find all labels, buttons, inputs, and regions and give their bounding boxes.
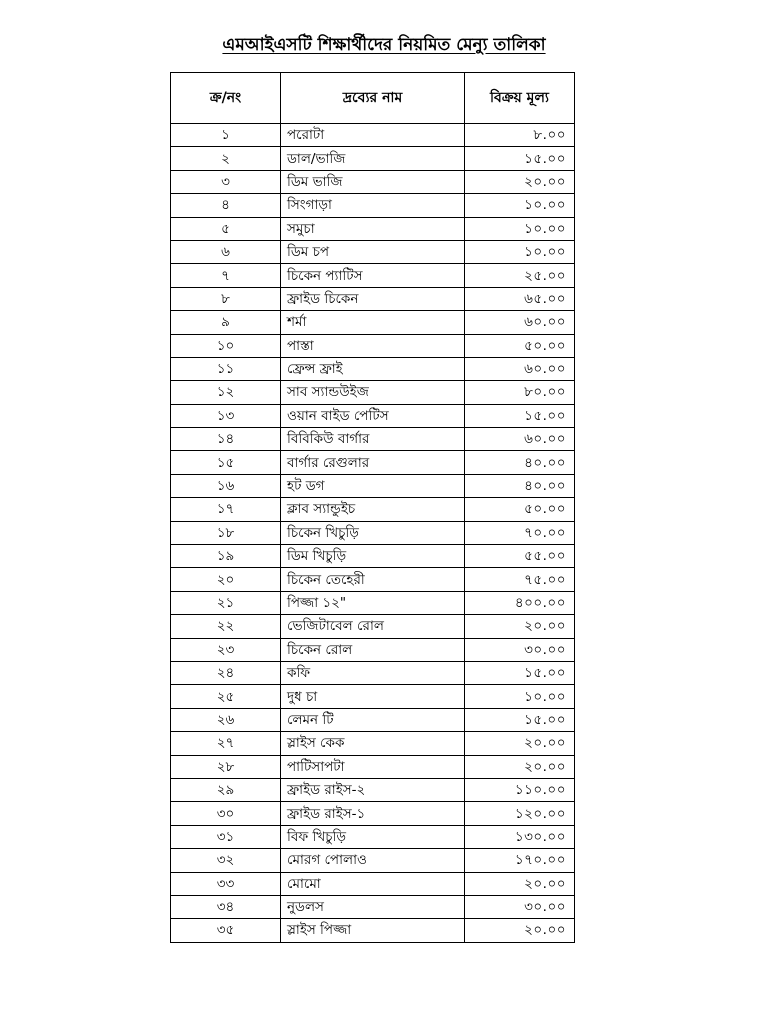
price-cell: ১০.০০ bbox=[465, 240, 575, 263]
item-name-cell: দুধ চা bbox=[281, 685, 465, 708]
item-name-cell: চিকেন তেহেরী bbox=[281, 568, 465, 591]
table-row bbox=[171, 311, 575, 334]
serial-cell: ২৪ bbox=[171, 661, 281, 684]
table-row bbox=[171, 217, 575, 240]
serial-cell: ২৭ bbox=[171, 732, 281, 755]
item-name-cell: ভেজিটাবেল রোল bbox=[281, 615, 465, 638]
item-name-cell: ফ্রেন্স ফ্রাই bbox=[281, 357, 465, 380]
table-row bbox=[171, 755, 575, 778]
table-row bbox=[171, 849, 575, 872]
price-cell: ৩০.০০ bbox=[465, 895, 575, 918]
table-row bbox=[171, 615, 575, 638]
table-row bbox=[171, 357, 575, 380]
table-row bbox=[171, 194, 575, 217]
price-cell: ১৭০.০০ bbox=[465, 849, 575, 872]
price-cell: ২৫.০০ bbox=[465, 264, 575, 287]
serial-cell: ৭ bbox=[171, 264, 281, 287]
serial-cell: ১৭ bbox=[171, 498, 281, 521]
price-cell: ২০.০০ bbox=[465, 170, 575, 193]
serial-cell: ৩৪ bbox=[171, 895, 281, 918]
table-row bbox=[171, 638, 575, 661]
serial-cell: ২৮ bbox=[171, 755, 281, 778]
serial-cell: ১২ bbox=[171, 381, 281, 404]
price-cell: ৫৫.০০ bbox=[465, 545, 575, 568]
item-name-cell: নুডলস bbox=[281, 895, 465, 918]
table-row bbox=[171, 568, 575, 591]
table-row bbox=[171, 591, 575, 614]
table-row bbox=[171, 708, 575, 731]
menu-table bbox=[170, 72, 575, 943]
item-name-cell: পাস্তা bbox=[281, 334, 465, 357]
item-name-cell: সাব স্যান্ডউইজ bbox=[281, 381, 465, 404]
item-name-cell: চিকেন প্যাটিস bbox=[281, 264, 465, 287]
item-name-cell: সিংগাড়া bbox=[281, 194, 465, 217]
table-row bbox=[171, 802, 575, 825]
item-name-cell: ডাল/ভাজি bbox=[281, 147, 465, 170]
item-name-cell: ফ্রাইড রাইস-২ bbox=[281, 778, 465, 801]
price-cell: ১০.০০ bbox=[465, 194, 575, 217]
item-name-cell: ওয়ান বাইড পেটিস bbox=[281, 404, 465, 427]
table-row bbox=[171, 451, 575, 474]
serial-cell: ২ bbox=[171, 147, 281, 170]
price-cell: ১০.০০ bbox=[465, 685, 575, 708]
table-row bbox=[171, 685, 575, 708]
page-title: এমআইএসটি শিক্ষার্থীদের নিয়মিত মেন্যু তালিকা bbox=[222, 35, 546, 55]
serial-cell: ৬ bbox=[171, 240, 281, 263]
price-cell: ৪০০.০০ bbox=[465, 591, 575, 614]
serial-cell: ১৩ bbox=[171, 404, 281, 427]
price-cell: ৬০.০০ bbox=[465, 357, 575, 380]
serial-cell: ২৫ bbox=[171, 685, 281, 708]
table-row bbox=[171, 825, 575, 848]
price-cell: ২০.০০ bbox=[465, 755, 575, 778]
table-row bbox=[171, 521, 575, 544]
serial-cell: ১৬ bbox=[171, 474, 281, 497]
price-cell: ৭৫.০০ bbox=[465, 568, 575, 591]
item-name-cell: চিকেন রোল bbox=[281, 638, 465, 661]
table-body bbox=[171, 124, 575, 943]
serial-cell: ১৯ bbox=[171, 545, 281, 568]
serial-cell: ৮ bbox=[171, 287, 281, 310]
item-name-cell: মোমো bbox=[281, 872, 465, 895]
price-cell: ১৫.০০ bbox=[465, 661, 575, 684]
table-row bbox=[171, 919, 575, 942]
table-row bbox=[171, 381, 575, 404]
serial-cell: ৩১ bbox=[171, 825, 281, 848]
price-cell: ২০.০০ bbox=[465, 872, 575, 895]
table-row bbox=[171, 287, 575, 310]
price-cell: ১৫.০০ bbox=[465, 404, 575, 427]
item-name-cell: ক্লাব স্যান্ডুইচ bbox=[281, 498, 465, 521]
price-cell: ৬০.০০ bbox=[465, 428, 575, 451]
serial-cell: ২৯ bbox=[171, 778, 281, 801]
price-cell: ১১০.০০ bbox=[465, 778, 575, 801]
price-cell: ৪০.০০ bbox=[465, 451, 575, 474]
serial-cell: ৯ bbox=[171, 311, 281, 334]
table-header-row bbox=[171, 73, 575, 124]
table-row bbox=[171, 404, 575, 427]
table-row bbox=[171, 170, 575, 193]
price-cell: ১০.০০ bbox=[465, 217, 575, 240]
table-row bbox=[171, 334, 575, 357]
price-cell: ২০.০০ bbox=[465, 615, 575, 638]
serial-cell: ৩৫ bbox=[171, 919, 281, 942]
price-cell: ৭০.০০ bbox=[465, 521, 575, 544]
item-name-cell: হট ডগ bbox=[281, 474, 465, 497]
price-cell: ১৩০.০০ bbox=[465, 825, 575, 848]
table-row bbox=[171, 661, 575, 684]
item-name-cell: বিবিকিউ বার্গার bbox=[281, 428, 465, 451]
table-row bbox=[171, 895, 575, 918]
table-row bbox=[171, 732, 575, 755]
price-cell: ৮০.০০ bbox=[465, 381, 575, 404]
item-name-cell: মোরগ পোলাও bbox=[281, 849, 465, 872]
serial-cell: ১ bbox=[171, 124, 281, 147]
item-name-cell: ডিম ভাজি bbox=[281, 170, 465, 193]
item-name-cell: পরোটা bbox=[281, 124, 465, 147]
serial-cell: ২১ bbox=[171, 591, 281, 614]
price-cell: ৮.০০ bbox=[465, 124, 575, 147]
price-cell: ৫০.০০ bbox=[465, 498, 575, 521]
price-cell: ৬০.০০ bbox=[465, 311, 575, 334]
serial-cell: ৩০ bbox=[171, 802, 281, 825]
table-row bbox=[171, 147, 575, 170]
header-serial: ক্র/নং bbox=[171, 73, 281, 124]
serial-cell: ২৬ bbox=[171, 708, 281, 731]
item-name-cell: পিজ্জা ১২" bbox=[281, 591, 465, 614]
item-name-cell: স্লাইস পিজ্জা bbox=[281, 919, 465, 942]
item-name-cell: শর্মা bbox=[281, 311, 465, 334]
item-name-cell: স্লাইস কেক bbox=[281, 732, 465, 755]
item-name-cell: ডিম খিচুড়ি bbox=[281, 545, 465, 568]
item-name-cell: সমুচা bbox=[281, 217, 465, 240]
item-name-cell: চিকেন খিচুড়ি bbox=[281, 521, 465, 544]
item-name-cell: বিফ খিচুড়ি bbox=[281, 825, 465, 848]
serial-cell: ৩ bbox=[171, 170, 281, 193]
item-name-cell: ডিম চপ bbox=[281, 240, 465, 263]
table-row bbox=[171, 778, 575, 801]
table-row bbox=[171, 264, 575, 287]
price-cell: ২০.০০ bbox=[465, 919, 575, 942]
serial-cell: ১৮ bbox=[171, 521, 281, 544]
header-item-name: দ্রব্যের নাম bbox=[281, 73, 465, 124]
serial-cell: ৩২ bbox=[171, 849, 281, 872]
serial-cell: ১১ bbox=[171, 357, 281, 380]
serial-cell: ২৩ bbox=[171, 638, 281, 661]
item-name-cell: পাটিসাপটা bbox=[281, 755, 465, 778]
table-row bbox=[171, 124, 575, 147]
table-row bbox=[171, 872, 575, 895]
serial-cell: ৪ bbox=[171, 194, 281, 217]
header-price: বিক্রয় মূল্য bbox=[465, 73, 575, 124]
serial-cell: ৩৩ bbox=[171, 872, 281, 895]
serial-cell: ২২ bbox=[171, 615, 281, 638]
price-cell: ২০.০০ bbox=[465, 732, 575, 755]
serial-cell: ১৪ bbox=[171, 428, 281, 451]
price-cell: ১২০.০০ bbox=[465, 802, 575, 825]
serial-cell: ৫ bbox=[171, 217, 281, 240]
table-row bbox=[171, 428, 575, 451]
price-cell: ১৫.০০ bbox=[465, 147, 575, 170]
price-cell: ১৫.০০ bbox=[465, 708, 575, 731]
table-row bbox=[171, 240, 575, 263]
table-row bbox=[171, 474, 575, 497]
price-cell: ৬৫.০০ bbox=[465, 287, 575, 310]
price-cell: ৪০.০০ bbox=[465, 474, 575, 497]
table-row bbox=[171, 545, 575, 568]
serial-cell: ১৫ bbox=[171, 451, 281, 474]
item-name-cell: বার্গার রেগুলার bbox=[281, 451, 465, 474]
table-row bbox=[171, 498, 575, 521]
item-name-cell: ফ্রাইড চিকেন bbox=[281, 287, 465, 310]
serial-cell: ২০ bbox=[171, 568, 281, 591]
item-name-cell: লেমন টি bbox=[281, 708, 465, 731]
price-cell: ৫০.০০ bbox=[465, 334, 575, 357]
item-name-cell: ফ্রাইড রাইস-১ bbox=[281, 802, 465, 825]
item-name-cell: কফি bbox=[281, 661, 465, 684]
serial-cell: ১০ bbox=[171, 334, 281, 357]
price-cell: ৩০.০০ bbox=[465, 638, 575, 661]
